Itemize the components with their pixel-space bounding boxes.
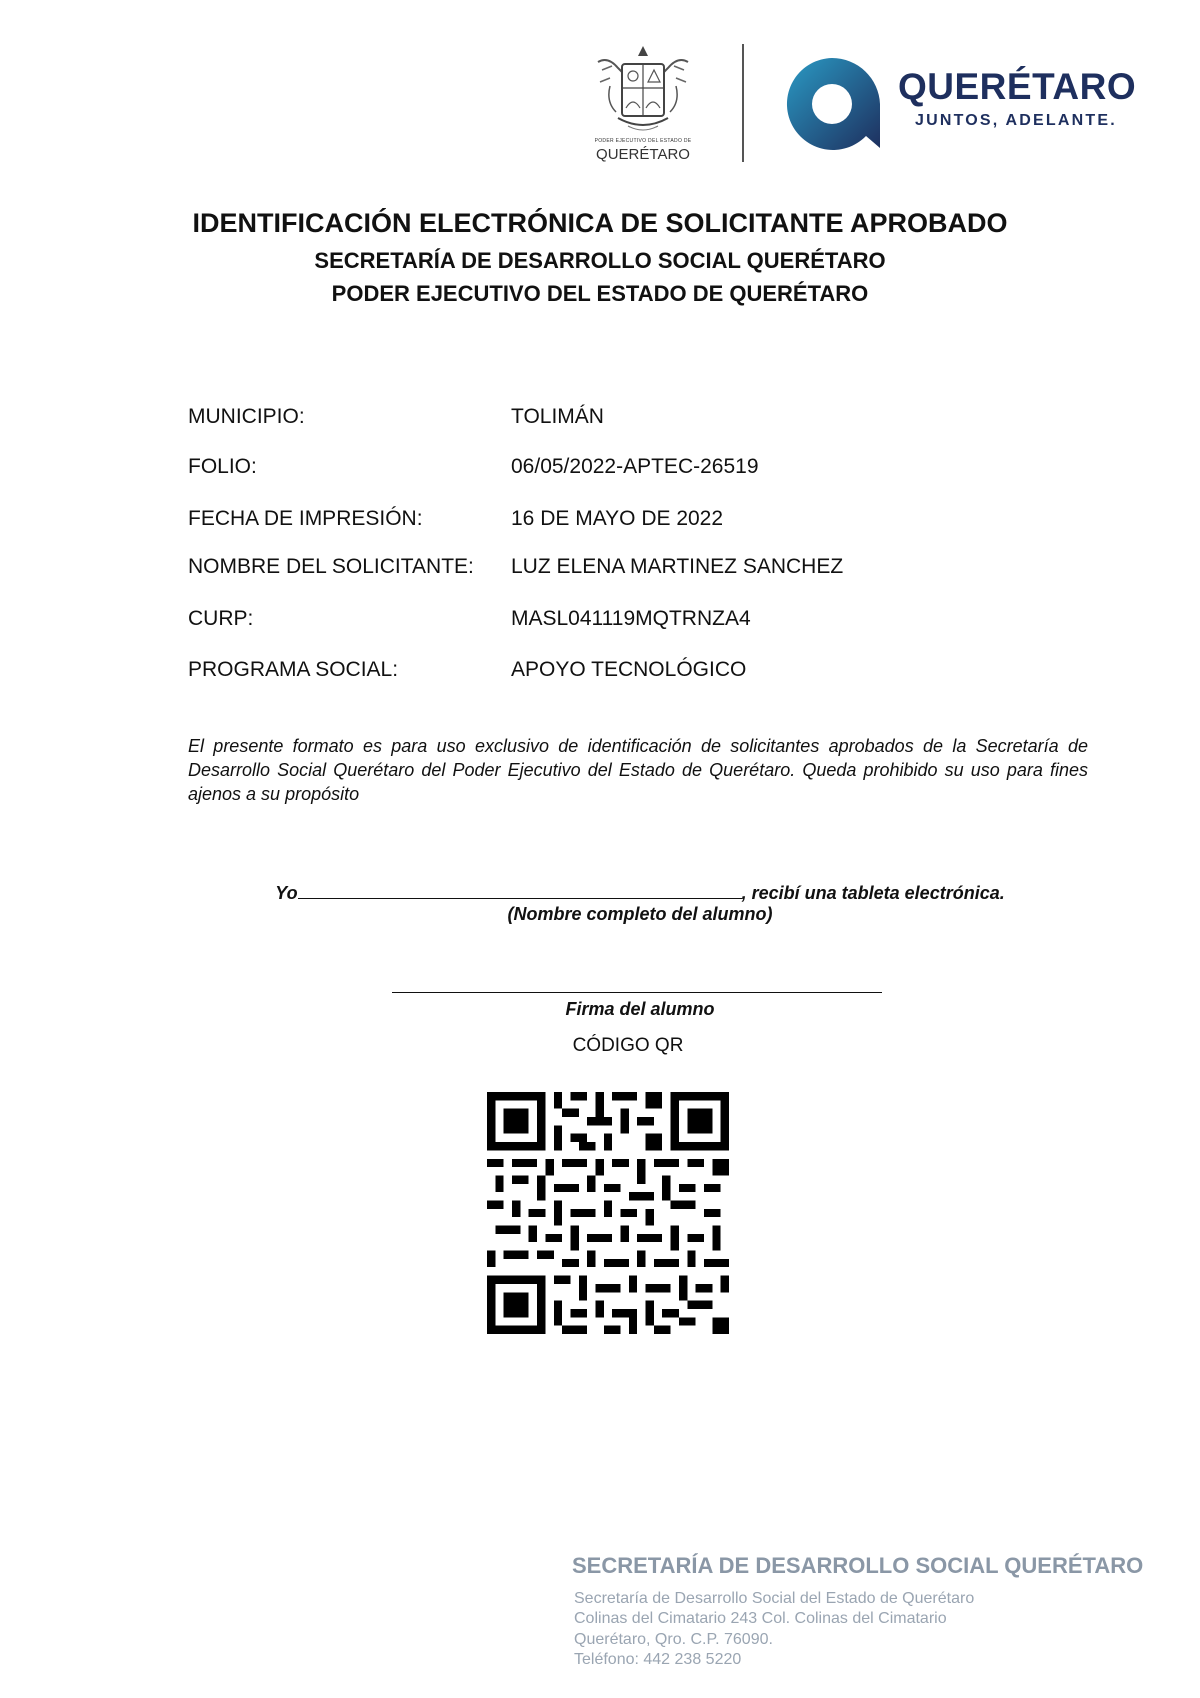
document-subtitle-1: SECRETARÍA DE DESARROLLO SOCIAL QUERÉTARO: [314, 248, 886, 273]
crest-caption-small: PODER EJECUTIVO DEL ESTADO DE: [594, 138, 692, 144]
curp-label: CURP:: [188, 607, 254, 630]
programa-social-value: APOYO TECNOLÓGICO: [511, 658, 747, 681]
signature-label: Firma del alumno: [565, 999, 715, 1019]
folio-label: FOLIO:: [188, 455, 257, 478]
footer-phone: Teléfono: 442 238 5220: [574, 1651, 742, 1668]
receipt-suffix: , recibí una tableta electrónica.: [741, 883, 1005, 903]
municipio-value: TOLIMÁN: [511, 405, 604, 428]
document-subtitle-2: PODER EJECUTIVO DEL ESTADO DE QUERÉTARO: [331, 281, 869, 306]
student-name-blank: [298, 880, 742, 899]
footer-address-line-1: Secretaría de Desarrollo Social del Estado de Querétaro: [574, 1590, 975, 1607]
receipt-statement: [0, 880, 1200, 904]
fecha-impresion-label: FECHA DE IMPRESIÓN:: [188, 507, 423, 530]
brand-tagline: JUNTOS, ADELANTE.: [915, 112, 1117, 129]
document-title: IDENTIFICACIÓN ELECTRÓNICA DE SOLICITANTE APROBADO: [192, 208, 1008, 238]
nombre-solicitante-value: LUZ ELENA MARTINEZ SANCHEZ: [511, 555, 844, 578]
qr-code: [487, 1092, 729, 1334]
footer-address-line-2: Colinas del Cimatario 243 Col. Colinas del Cimatario: [574, 1610, 947, 1627]
signature-line: [392, 992, 882, 993]
receipt-prefix: Yo: [275, 883, 298, 903]
nombre-solicitante-label: NOMBRE DEL SOLICITANTE:: [188, 555, 474, 578]
brand-name: QUERÉTARO: [898, 66, 1137, 107]
programa-social-label: PROGRAMA SOCIAL:: [188, 658, 399, 681]
qr-label: CÓDIGO QR: [572, 1035, 684, 1056]
folio-value: 06/05/2022-APTEC-26519: [511, 455, 759, 478]
header-divider: [742, 44, 744, 162]
crest-caption: QUERÉTARO: [596, 146, 690, 163]
municipio-label: MUNICIPIO:: [188, 405, 305, 428]
receipt-hint: (Nombre completo del alumno): [507, 904, 773, 924]
footer-title: SECRETARÍA DE DESARROLLO SOCIAL QUERÉTARO: [572, 1553, 1144, 1578]
curp-value: MASL041119MQTRNZA4: [511, 607, 751, 630]
queretaro-q-logo: [780, 56, 884, 150]
disclaimer-text: El presente formato es para uso exclusivo de identificación de solicitantes aprobados de la Secretaría de Desarrollo Social Querétaro del Poder Ejecutivo del Estado de Querétaro. Queda prohibido su uso para fines ajenos a su propósito: [188, 736, 1088, 804]
footer-address-line-3: Querétaro, Qro. C.P. 76090.: [574, 1631, 773, 1648]
fecha-impresion-value: 16 DE MAYO DE 2022: [511, 507, 724, 530]
